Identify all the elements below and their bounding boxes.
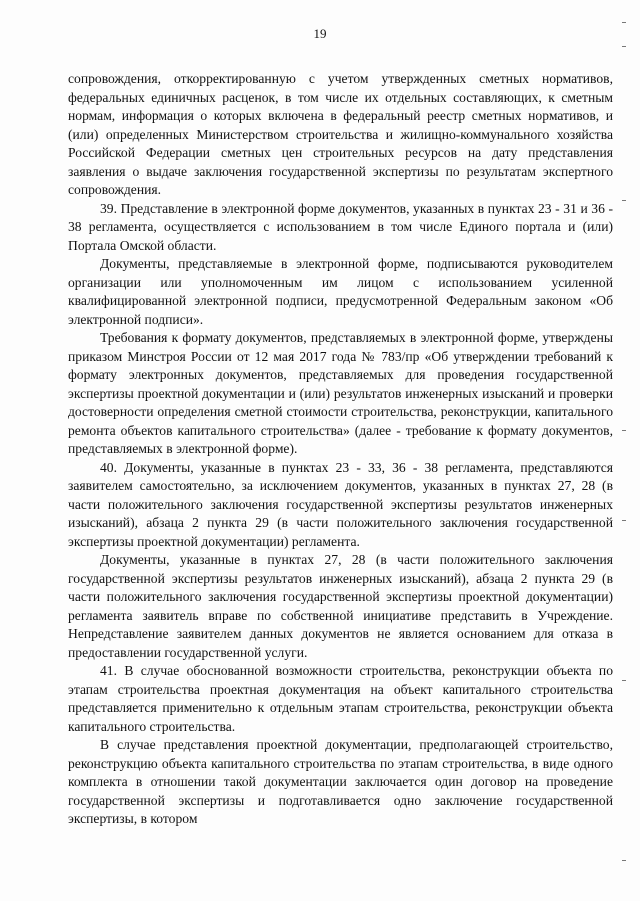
body-text [68,70,613,829]
scan-edge-marks [616,0,626,901]
paragraph-41: 41. В случае обоснованной возможности строительства, реконструкции объекта по этапам строительства проектная документация на объект капитального строительства представляется применительно к отдельным этапам строительства, реконструкции объекта капитального строительства. [68,663,613,734]
paragraph-staged-construction: В случае представления проектной документации, предполагающей строительство, реконструкцию объекта капитального строительства по этапам строительства, в виде одного комплекта в отношении такой документации заключается один договор на проведение государственной экспертизы и подготавливается одно заключение государственной экспертизы, в котором [68,737,613,826]
scan-edge-mark [622,22,626,23]
scan-edge-mark [622,430,626,431]
paragraph-continuation: сопровождения, откорректированную с учетом утвержденных сметных нормативов, федеральных единичных расценок, в том числе их отдельных составляющих, к сметным нормам, информация о которых включена в федеральный реестр сметных нормативов, и (или) определенных Министерством строительства и жилищно-коммунального хозяйства Российской Федерации сметных цен строительных ресурсов на дату представления заявления о выдаче заключения государственной экспертизы по результатам экспертного сопровождения. [68,71,613,197]
paragraph-format-requirements: Требования к формату документов, представляемых в электронной форме, утверждены приказом Минстроя России от 12 мая 2017 года № 783/пр «Об утверждении требований к формату электронных документов, представляемых для проведения государственной экспертизы проектной документации и (или) результатов инженерных изысканий и проверки достоверности определения сметной стоимости строительства, реконструкции, капитального ремонта объектов капитального строительства» (далее - требование к формату документов, представляемых в электронной форме). [68,330,613,456]
paragraph-electronic-signature: Документы, представляемые в электронной форме, подписываются руководителем организации или уполномоченным им лицом с использованием усиленной квалифицированной электронной подписи, предусмотренной Федеральным законом «Об электронной подписи». [68,256,613,327]
scan-edge-mark [622,680,626,681]
scan-edge-mark [622,860,626,861]
page-number: 19 [313,26,327,41]
scan-edge-mark [622,520,626,521]
scan-edge-mark [622,46,626,47]
scan-edge-mark [622,200,626,201]
paragraph-40: 40. Документы, указанные в пунктах 23 - 33, 36 - 38 регламента, представляются заявителем самостоятельно, за исключением документов, указанных в пунктах 27, 28 (в части положительного заключения государственной экспертизы результатов инженерных изысканий), абзаца 2 пункта 29 (в части положительного заключения государственной экспертизы проектной документации) регламента. [68,459,613,549]
paragraph-optional-documents: Документы, указанные в пунктах 27, 28 (в части положительного заключения государственной экспертизы результатов инженерных изысканий), абзаца 2 пункта 29 (в части положительного заключения государственной экспертизы проектной документации) регламента заявитель вправе по собственной инициативе представить в Учреждение. Непредставление заявителем данных документов не является основанием для отказа в предоставлении государственной услуги. [68,552,613,660]
paragraph-39: 39. Представление в электронной форме документов, указанных в пунктах 23 - 31 и 36 - 38 регламента, осуществляется с использованием в том числе Единого портала и (или) Портала Омской области. [68,200,613,253]
